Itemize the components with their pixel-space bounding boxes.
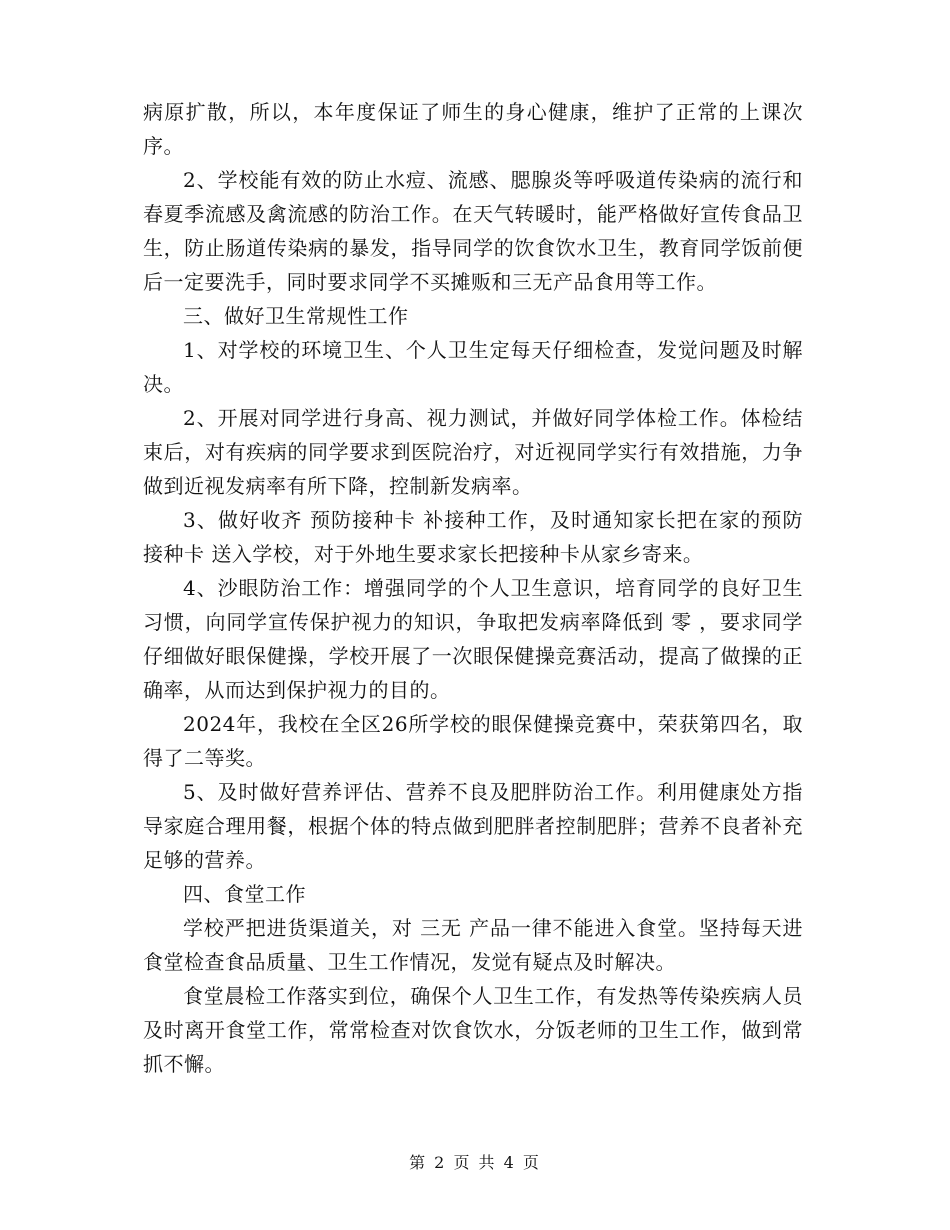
paragraph-1: 病原扩散，所以，本年度保证了师生的身心健康，维护了正常的上课次序。	[143, 100, 803, 158]
page-footer: 第 2 页 共 4 页	[409, 1153, 541, 1172]
paragraph-11: 学校严把进货渠道关，对 三无 产品一律不能进入食堂。坚持每天进食堂检查食品质量、卫生工作情况，发觉有疑点及时解决。	[143, 916, 803, 974]
paragraph-2: 2、学校能有效的防止水痘、流感、腮腺炎等呼吸道传染病的流行和春夏季流感及禽流感的防治工作。在天气转暖时，能严格做好宣传食品卫生，防止肠道传染病的暴发，指导同学的饮食饮水卫生，教育同学饭前便后一定要洗手，同时要求同学不买摊贩和三无产品食用等工作。	[143, 168, 803, 294]
section-heading-4: 四、食堂工作	[183, 882, 306, 906]
paragraph-4: 1、对学校的环境卫生、个人卫生定每天仔细检查，发觉问题及时解决。	[143, 338, 803, 396]
section-heading-3: 三、做好卫生常规性工作	[183, 304, 409, 328]
paragraph-5: 2、开展对同学进行身高、视力测试，并做好同学体检工作。体检结束后，对有疾病的同学要求到医院治疗，对近视同学实行有效措施，力争做到近视发病率有所下降，控制新发病率。	[143, 406, 803, 498]
paragraph-8: 2024年，我校在全区26所学校的眼保健操竞赛中，荣获第四名，取得了二等奖。	[143, 712, 803, 770]
paragraph-6: 3、做好收齐 预防接种卡 补接种工作，及时通知家长把在家的预防接种卡 送入学校，对于外地生要求家长把接种卡从家乡寄来。	[143, 508, 803, 566]
paragraph-9: 5、及时做好营养评估、营养不良及肥胖防治工作。利用健康处方指导家庭合理用餐，根据个体的特点做到肥胖者控制肥胖；营养不良者补充足够的营养。	[143, 780, 803, 872]
paragraph-12: 食堂晨检工作落实到位，确保个人卫生工作，有发热等传染疾病人员及时离开食堂工作，常常检查对饮食饮水，分饭老师的卫生工作，做到常抓不懈。	[143, 984, 803, 1076]
document-body	[143, 95, 803, 1081]
paragraph-7: 4、沙眼防治工作：增强同学的个人卫生意识，培育同学的良好卫生习惯，向同学宣传保护视力的知识，争取把发病率降低到 零 ，要求同学仔细做好眼保健操，学校开展了一次眼保健操竞赛活动，提高了做操的正确率，从而达到保护视力的目的。	[143, 576, 803, 702]
